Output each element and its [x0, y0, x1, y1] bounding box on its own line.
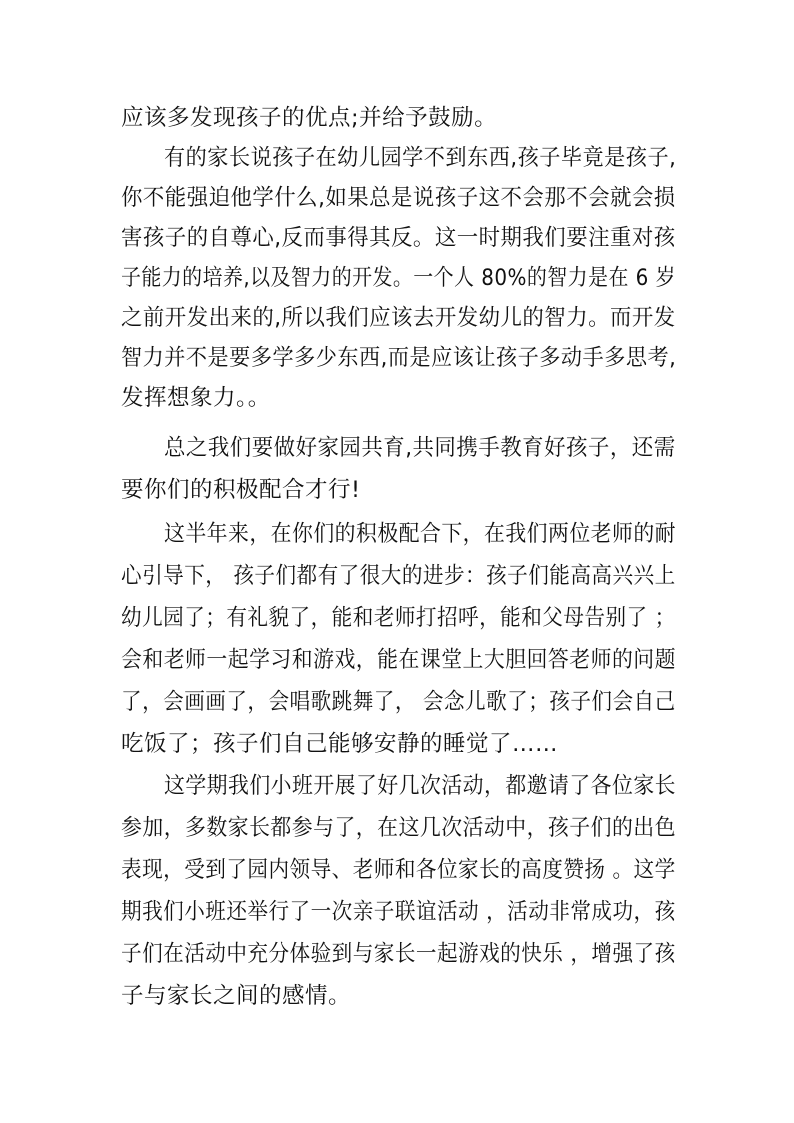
text-line-16: 吃饭了；孩子们自己能够安静的睡觉了……	[121, 731, 559, 757]
text-line-8: 发挥想象力。。	[121, 385, 271, 411]
text-line-17: 这学期我们小班开展了好几次活动，都邀请了各位家长	[164, 773, 676, 799]
text-line-3: 你不能强迫他学什么,如果总是说孩子这不会那不会就会损	[121, 185, 676, 211]
text-line-22: 子与家长之间的感情。	[121, 983, 352, 1009]
text-line-14: 会和老师一起学习和游戏，能在课堂上大胆回答老师的问题	[121, 647, 677, 673]
text-line-2: 有的家长说孩子在幼儿园学不到东西,孩子毕竟是孩子,	[164, 145, 677, 171]
text-line-13: 幼儿园了；有礼貌了，能和老师打招呼，能和父母告别了 ；	[121, 605, 676, 631]
text-line-9: 总之我们要做好家园共育,共同携手教育好孩子，还需	[164, 435, 676, 461]
text-line-6: 之前开发出来的,所以我们应该去开发幼儿的智力。而开发	[121, 305, 676, 331]
text-line-5: 子能力的培养,以及智力的开发。一个人 80%的智力是在 6 岁	[121, 265, 676, 291]
text-line-21: 子们在活动中充分体验到与家长一起游戏的快乐 ，增强了孩	[121, 941, 676, 967]
text-line-15: 了，会画画了，会唱歌跳舞了， 会念儿歌了；孩子们会自己	[121, 689, 676, 715]
text-line-18: 参加，多数家长都参与了，在这几次活动中，孩子们的出色	[121, 815, 677, 841]
text-line-7: 智力并不是要多学多少东西,而是应该让孩子多动手多思考,	[121, 345, 677, 371]
text-line-19: 表现，受到了园内领导、老师和各位家长的高度赞扬 。这学	[121, 857, 676, 883]
text-line-20: 期我们小班还举行了一次亲子联谊活动 ，活动非常成功，孩	[121, 899, 676, 925]
text-line-11: 这半年来，在你们的积极配合下，在我们两位老师的耐	[164, 521, 676, 547]
text-line-1: 应该多发现孩子的优点;并给予鼓励。	[121, 105, 498, 131]
text-line-10: 要你们的积极配合才行!	[121, 477, 361, 503]
text-line-4: 害孩子的自尊心,反而事得其反。这一时期我们要注重对孩	[121, 225, 676, 251]
text-line-12: 心引导下， 孩子们都有了很大的进步：孩子们能高高兴兴上	[121, 563, 676, 589]
